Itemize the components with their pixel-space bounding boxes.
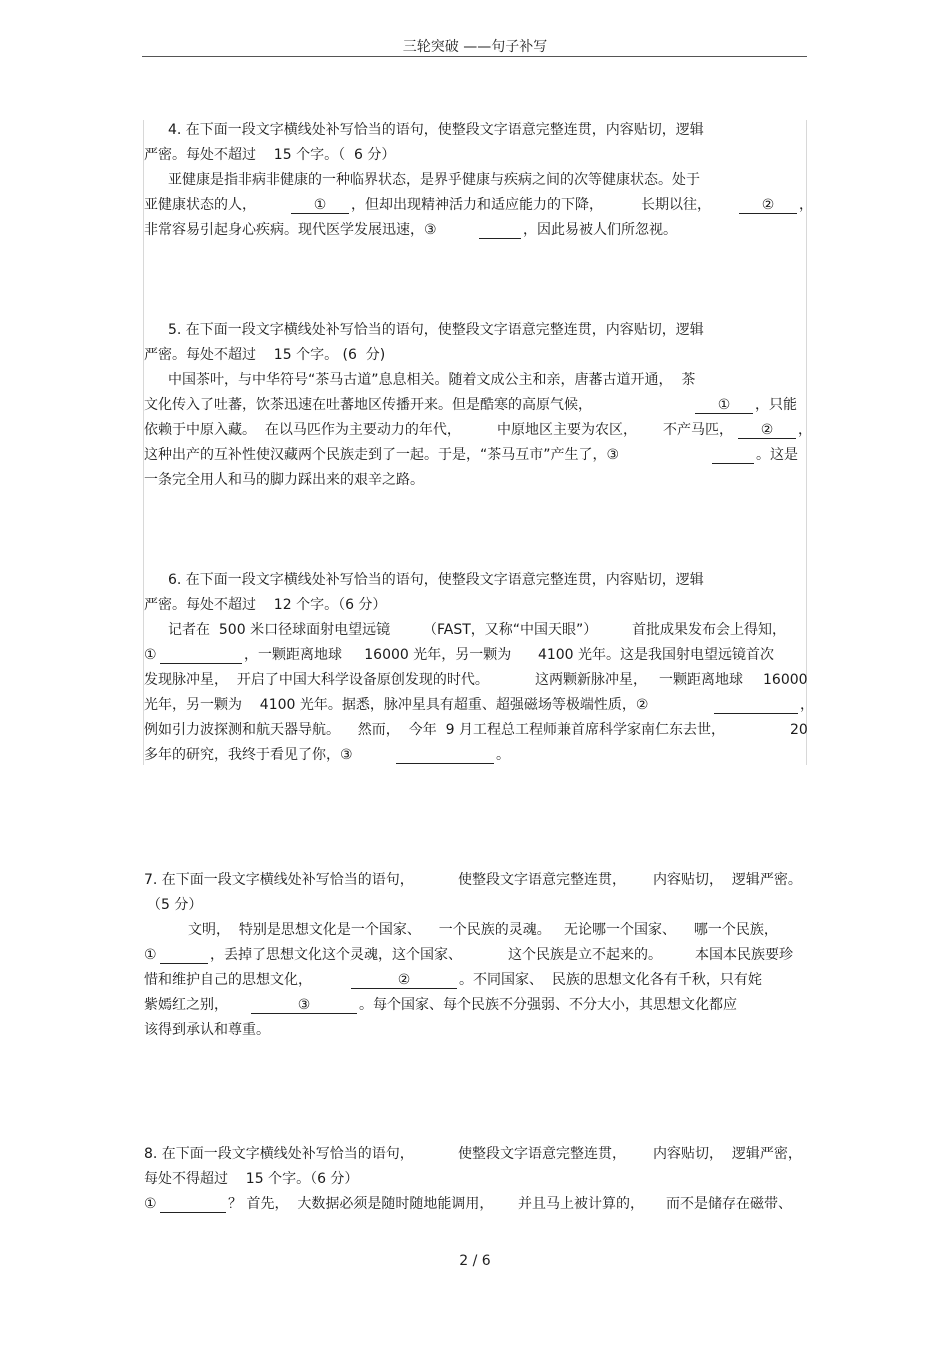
q7-text-line3a: 惜和维护自己的思想文化，	[144, 972, 312, 988]
q6-prompt-line2: 严密。每处不超过 12 个字。（6 分）	[144, 597, 387, 613]
q5-text-line4a: 这种出产的互补性使汉藏两个民族走到了一起。于是，“茶马互市”产生了，③	[144, 447, 620, 463]
q5-blank-3[interactable]	[712, 463, 754, 464]
q6-prompt-line1: 6. 在下面一段文字横线处补写恰当的语句，使整段文字语意完整连贯，内容贴切，逻辑	[168, 572, 704, 588]
q8-text-line1b: 并且马上被计算的，	[518, 1196, 644, 1212]
q5-text-line1: 中国茶叶，与中华符号“茶马古道”息息相关。随着文成公主和亲，唐蕃古道开通， 茶	[168, 372, 696, 388]
q4-prompt-line1: 4. 在下面一段文字横线处补写恰当的语句，使整段文字语意完整连贯，内容贴切，逻辑	[168, 122, 704, 138]
q4-blank-2-marker: ②	[761, 197, 775, 213]
q5-blank-1-marker: ①	[717, 397, 731, 413]
q7-text-line5: 该得到承认和尊重。	[144, 1022, 270, 1038]
q5-text-line4b: 。这是	[756, 447, 798, 463]
q6-text-line1b: （FAST，又称“中国天眼”）	[423, 622, 598, 638]
q6-text-line1c: 首批成果发布会上得知，	[632, 622, 786, 638]
q5-text-line3c: 不产马匹，	[663, 422, 733, 438]
q7-text-line2a: ，丢掉了思想文化这个灵魂，这个国家、	[210, 947, 462, 963]
q6-blank-3[interactable]	[396, 763, 494, 764]
q4-text-line2c: 长期以往，	[641, 197, 711, 213]
q7-prompt-line1a: 7. 在下面一段文字横线处补写恰当的语句，	[144, 872, 414, 888]
q4-text-line2a: 亚健康状态的人，	[144, 197, 256, 213]
q5-blank-2[interactable]	[738, 438, 796, 439]
q7-prompt-line1c: 内容贴切， 逻辑严密。	[653, 872, 802, 888]
q5-prompt-line1: 5. 在下面一段文字横线处补写恰当的语句，使整段文字语意完整连贯，内容贴切，逻辑	[168, 322, 704, 338]
q6-text-line1a: 记者在 500 米口径球面射电望远镜	[168, 622, 391, 638]
q5-text-line3a: 依赖于中原入藏。 在以马匹作为主要动力的年代，	[144, 422, 461, 438]
q7-prompt-line2: （5 分）	[147, 897, 203, 913]
q4-prompt-line2: 严密。每处不超过 15 个字。（ 6 分）	[144, 147, 396, 163]
q8-prompt-line1b: 使整段文字语意完整连贯，	[458, 1146, 626, 1162]
q7-text-line2c: 本国本民族要珍	[695, 947, 793, 963]
q8-prompt-line2: 每处不得超过 15 个字。（6 分）	[144, 1171, 359, 1187]
q8-prompt-line1a: 8. 在下面一段文字横线处补写恰当的语句，	[144, 1146, 414, 1162]
q6-text-line5a: 例如引力波探测和航天器导航。 然而， 今年 9 月工程总工程师兼首席科学家南仁东去世，	[144, 722, 725, 738]
q4-text-line2b: ，但却出现精神活力和适应能力的下降，	[351, 197, 603, 213]
q7-text-line3b: 。不同国家、 民族的思想文化各有千秋，只有姹	[459, 972, 762, 988]
q7-blank-1-marker: ①	[144, 947, 157, 963]
q6-blank-1[interactable]	[160, 663, 242, 664]
q5-prompt-line2: 严密。每处不超过 15 个字。 (6 分)	[144, 347, 386, 363]
q4-text-line3a: 非常容易引起身心疾病。现代医学发展迅速，③	[144, 222, 437, 238]
q7-blank-2-marker: ②	[397, 972, 411, 988]
q7-blank-3[interactable]	[251, 1013, 357, 1014]
q6-text-line6b: 。	[496, 747, 510, 763]
q8-blank-1-marker: ①	[144, 1196, 157, 1212]
q5-text-line3d: ，	[798, 422, 812, 438]
q8-text-line1c: 而不是储存在磁带、	[666, 1196, 792, 1212]
q6-text-line5b: 20	[790, 722, 808, 738]
q4-blank-3[interactable]	[479, 238, 521, 239]
box-right-border	[806, 120, 807, 765]
q5-text-line2a: 文化传入了吐蕃，饮茶迅速在吐蕃地区传播开来。但是酷寒的高原气候，	[144, 397, 592, 413]
q6-text-line4a: 光年，另一颗为 4100 光年。据悉，脉冲星具有超重、超强磁场等极端性质，②	[144, 697, 649, 713]
q8-text-line1a: ？ 首先， 大数据必须是随时随地能调用，	[228, 1196, 494, 1212]
q7-prompt-line1b: 使整段文字语意完整连贯，	[458, 872, 626, 888]
header-divider	[142, 56, 807, 57]
q4-text-line3b: ，因此易被人们所忽视。	[523, 222, 677, 238]
q5-text-line3b: 中原地区主要为农区，	[497, 422, 637, 438]
q6-text-line2: ，一颗距离地球 16000 光年，另一颗为 4100 光年。这是我国射电望远镜首次	[244, 647, 775, 663]
q5-blank-2-marker: ②	[760, 422, 774, 438]
q8-prompt-line1c: 内容贴切， 逻辑严密，	[653, 1146, 802, 1162]
q7-text-line2b: 这个民族是立不起来的。	[508, 947, 662, 963]
q4-text-line1: 亚健康是指非病非健康的一种临界状态，是界乎健康与疾病之间的次等健康状态。处于	[168, 172, 700, 188]
q4-text-line2d: ，	[799, 197, 813, 213]
q6-blank-1-marker: ①	[144, 647, 157, 663]
q5-blank-1[interactable]	[695, 413, 753, 414]
q6-text-line6a: 多年的研究，我终于看见了你，③	[144, 747, 353, 763]
page-header-title: 三轮突破 ——句子补写	[402, 39, 548, 55]
q6-text-line3a: 发现脉冲星， 开启了中国大科学设备原创发现的时代。	[144, 672, 489, 688]
page-number: 2 / 6	[459, 1253, 491, 1269]
q4-blank-2[interactable]	[739, 213, 797, 214]
q8-blank-1[interactable]	[160, 1212, 226, 1213]
q5-text-line2b: ，只能	[755, 397, 797, 413]
box-left-border	[143, 120, 144, 765]
q7-text-line4a: 紫嫣红之别，	[144, 997, 228, 1013]
q4-blank-1[interactable]	[291, 213, 349, 214]
q5-text-line5: 一条完全用人和马的脚力踩出来的艰辛之路。	[144, 472, 424, 488]
q6-text-line4b: ，	[800, 697, 814, 713]
q7-blank-2[interactable]	[351, 988, 457, 989]
q6-text-line3d: 16000	[763, 672, 808, 688]
q6-text-line3c: 一颗距离地球	[659, 672, 743, 688]
q6-blank-2[interactable]	[714, 713, 798, 714]
q4-blank-1-marker: ①	[313, 197, 327, 213]
q7-text-line1: 文明， 特别是思想文化是一个国家、 一个民族的灵魂。 无论哪一个国家、 哪一个民族，	[188, 922, 778, 938]
q7-blank-1[interactable]	[160, 963, 208, 964]
q7-text-line4b: 。每个国家、每个民族不分强弱、不分大小，其思想文化都应	[359, 997, 737, 1013]
q7-blank-3-marker: ③	[297, 997, 311, 1013]
q6-text-line3b: 这两颗新脉冲星，	[535, 672, 647, 688]
